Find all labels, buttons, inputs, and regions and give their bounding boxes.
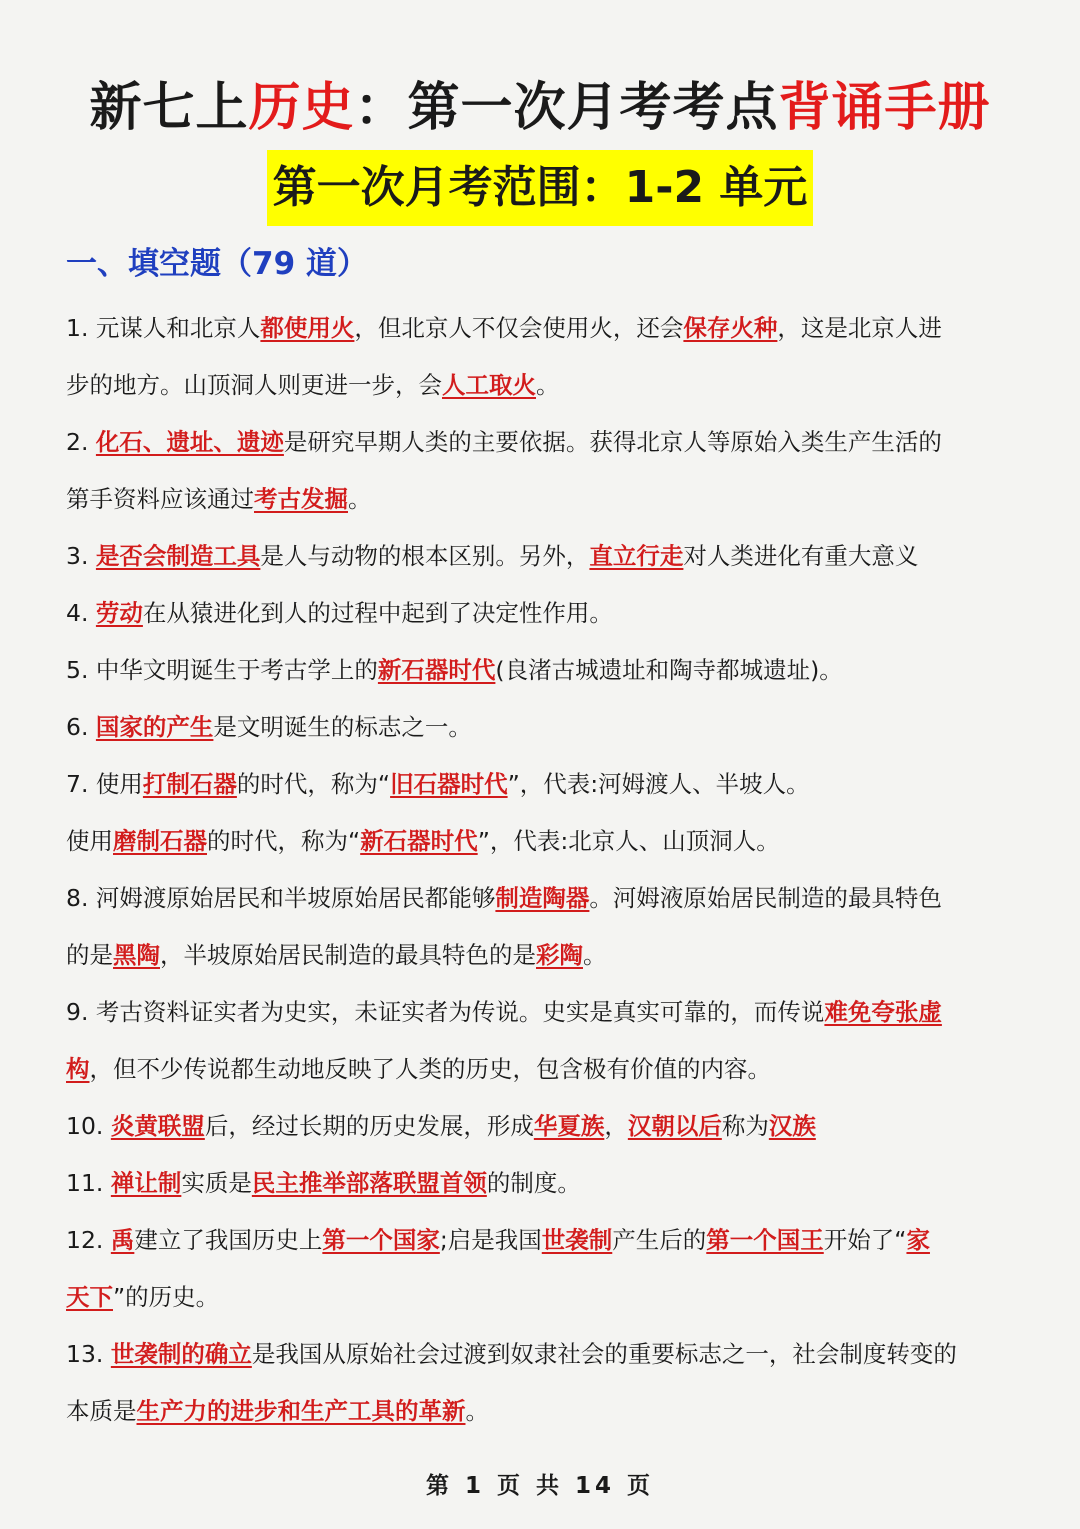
text-line xyxy=(66,984,1016,1041)
line-text: 。 xyxy=(583,941,607,969)
key-answer: 黑陶 xyxy=(113,941,160,969)
line-text: 3. xyxy=(66,542,96,570)
line-text: ”，代表:河姆渡人、半坡人。 xyxy=(507,770,810,798)
line-text: 是我国从原始社会过渡到奴隶社会的重要标志之一，社会制度转变的 xyxy=(251,1340,957,1368)
text-line xyxy=(66,414,1016,471)
line-text: ，半坡原始居民制造的最具特色的是 xyxy=(160,941,536,969)
key-answer: 难免夸张虚 xyxy=(824,998,942,1026)
line-text: 8. 河姆渡原始居民和半坡原始居民都能够 xyxy=(66,884,496,912)
text-line xyxy=(66,585,1016,642)
line-text: ”的历史。 xyxy=(113,1283,220,1311)
text-line xyxy=(66,642,1016,699)
line-text: 开始了“ xyxy=(823,1226,907,1254)
line-text: 对人类进化有重大意义 xyxy=(683,542,919,570)
line-text: 。河姆液原始居民制造的最具特色 xyxy=(589,884,942,912)
text-line xyxy=(66,813,1016,870)
key-answer: 国家的产生 xyxy=(95,713,214,741)
key-answer: 世袭制的确立 xyxy=(110,1340,252,1368)
line-text: 10. xyxy=(66,1112,111,1140)
line-text: 的时代，称为“ xyxy=(207,827,361,855)
key-answer: 人工取火 xyxy=(442,371,536,399)
line-text: 。 xyxy=(465,1397,489,1425)
key-answer: 制造陶器 xyxy=(495,884,590,912)
text-line xyxy=(66,1269,1016,1326)
title-part-2: 历史 xyxy=(248,78,355,138)
line-text: ;启是我国 xyxy=(439,1226,542,1254)
line-text: 是研究早期人类的主要依据。获得北京人等原始入类生产生活的 xyxy=(283,428,942,456)
page-footer: 第 1 页 共 14 页 xyxy=(425,1473,655,1499)
key-answer: 禹 xyxy=(110,1226,135,1254)
text-line xyxy=(66,870,1016,927)
line-text: 的时代，称为“ xyxy=(236,770,391,798)
text-line xyxy=(66,756,1016,813)
key-answer: 新石器时代 xyxy=(377,656,496,684)
key-answer: 家 xyxy=(906,1226,930,1254)
text-line xyxy=(66,357,1016,414)
line-text: ，但不少传说都生动地反映了人类的历史，包含极有价值的内容。 xyxy=(89,1055,771,1083)
key-answer: 彩陶 xyxy=(536,941,583,969)
line-text: 产生后的 xyxy=(612,1226,707,1254)
key-answer: 民主推举部落联盟首领 xyxy=(251,1169,487,1197)
line-text: 建立了我国历史上 xyxy=(134,1226,323,1254)
document-title xyxy=(0,76,1080,140)
line-text: ，这是北京人进 xyxy=(777,314,942,342)
line-text: 6. xyxy=(66,713,96,741)
title-part-1: 新七上 xyxy=(89,78,249,138)
line-text: 的是 xyxy=(66,941,113,969)
text-line xyxy=(66,927,1016,984)
line-text: 实质是 xyxy=(181,1169,252,1197)
key-answer: 保存火种 xyxy=(683,314,778,342)
key-answer: 禅让制 xyxy=(110,1169,182,1197)
line-text: 2. xyxy=(66,428,96,456)
key-answer: 生产力的进步和生产工具的革新 xyxy=(136,1397,466,1425)
line-text: 12. xyxy=(66,1226,111,1254)
key-answer: 是否会制造工具 xyxy=(95,542,261,570)
line-text: 1. 元谋人和北京人 xyxy=(66,314,261,342)
line-text: 本质是 xyxy=(66,1397,137,1425)
text-line xyxy=(66,300,1016,357)
key-answer: 汉族 xyxy=(768,1112,816,1140)
key-answer: 都使用火 xyxy=(260,314,355,342)
key-answer: 新石器时代 xyxy=(360,827,478,855)
key-answer: 劳动 xyxy=(95,599,143,627)
text-line xyxy=(66,1326,1016,1383)
line-text: 4. xyxy=(66,599,96,627)
section-heading: 一、填空题（79 道） xyxy=(66,246,368,282)
question-list xyxy=(66,300,1016,1440)
line-text: 13. xyxy=(66,1340,111,1368)
line-text: 7. 使用 xyxy=(66,770,143,798)
line-text: 。 xyxy=(348,485,372,513)
text-line xyxy=(66,1212,1016,1269)
line-text: 步的地方。山顶洞人则更进一步，会 xyxy=(66,371,442,399)
text-line xyxy=(66,1041,1016,1098)
key-answer: 世袭制 xyxy=(541,1226,613,1254)
exam-scope-subtitle: 第一次月考范围：1-2 单元 xyxy=(267,150,814,226)
title-part-4: 背诵手册 xyxy=(778,78,991,138)
key-answer: 炎黄联盟 xyxy=(110,1112,205,1140)
key-answer: 磨制石器 xyxy=(113,827,207,855)
line-text: 的制度。 xyxy=(486,1169,581,1197)
text-line xyxy=(66,528,1016,585)
subtitle-wrap xyxy=(0,150,1080,226)
key-answer: 化石、遗址、遗迹 xyxy=(95,428,284,456)
key-answer: 考古发掘 xyxy=(254,485,348,513)
text-line xyxy=(66,699,1016,756)
key-answer: 构 xyxy=(66,1055,90,1083)
line-text: ， xyxy=(604,1112,628,1140)
key-answer: 汉朝以后 xyxy=(627,1112,722,1140)
line-text: 是文明诞生的标志之一。 xyxy=(213,713,472,741)
key-answer: 直立行走 xyxy=(589,542,684,570)
line-text: 第手资料应该通过 xyxy=(66,485,254,513)
line-text: 在从猿进化到人的过程中起到了决定性作用。 xyxy=(142,599,613,627)
line-text: 后，经过长期的历史发展，形成 xyxy=(204,1112,534,1140)
key-answer: 第一个国家 xyxy=(322,1226,440,1254)
line-text: 5. 中华文明诞生于考古学上的 xyxy=(66,656,378,684)
line-text: (良渚古城遗址和陶寺都城遗址)。 xyxy=(495,656,843,684)
key-answer: 旧石器时代 xyxy=(390,770,508,798)
text-line xyxy=(66,1155,1016,1212)
line-text: 11. xyxy=(66,1169,111,1197)
text-line xyxy=(66,471,1016,528)
text-line xyxy=(66,1383,1016,1440)
line-text: 称为 xyxy=(721,1112,769,1140)
line-text: ”，代表:北京人、山顶洞人。 xyxy=(477,827,780,855)
title-part-3: ：第一次月考考点 xyxy=(354,78,779,138)
line-text: 使用 xyxy=(66,827,113,855)
key-answer: 第一个国王 xyxy=(706,1226,824,1254)
text-line xyxy=(66,1098,1016,1155)
key-answer: 打制石器 xyxy=(142,770,237,798)
line-text: 。 xyxy=(536,371,560,399)
line-text: 9. 考古资料证实者为史实，未证实者为传说。史实是真实可靠的，而传说 xyxy=(66,998,825,1026)
key-answer: 天下 xyxy=(66,1283,113,1311)
key-answer: 华夏族 xyxy=(533,1112,605,1140)
line-text: 是人与动物的根本区别。另外， xyxy=(260,542,590,570)
line-text: ，但北京人不仅会使用火，还会 xyxy=(354,314,684,342)
